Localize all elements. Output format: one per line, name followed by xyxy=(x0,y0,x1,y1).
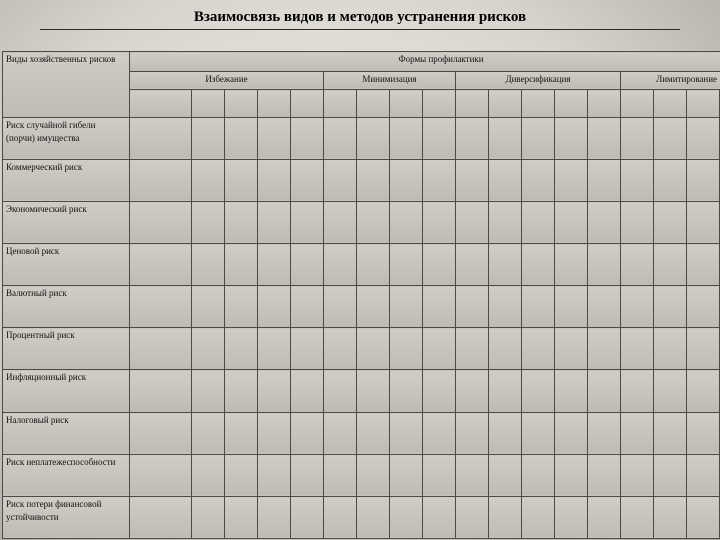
empty-cell xyxy=(489,286,522,328)
empty-cell xyxy=(654,370,687,412)
empty-cell xyxy=(225,117,258,159)
empty-cell xyxy=(456,201,489,243)
empty-cell xyxy=(324,159,357,201)
empty-cell xyxy=(324,496,357,538)
empty-cell xyxy=(192,244,225,286)
risk-label: Процентный риск xyxy=(3,328,130,370)
empty-cell xyxy=(258,201,291,243)
empty-cell xyxy=(456,286,489,328)
risk-type-header: Виды хозяйственных рисков xyxy=(3,52,130,118)
empty-cell xyxy=(654,412,687,454)
empty-cell xyxy=(621,496,654,538)
empty-cell xyxy=(357,370,390,412)
risk-label: Ценовой риск xyxy=(3,244,130,286)
empty-cell xyxy=(225,286,258,328)
empty-cell xyxy=(621,370,654,412)
empty-cell xyxy=(654,159,687,201)
empty-cell xyxy=(130,244,192,286)
empty-cell xyxy=(687,244,720,286)
empty-cell xyxy=(291,90,324,118)
empty-cell xyxy=(291,159,324,201)
empty-cell xyxy=(687,286,720,328)
empty-cell xyxy=(621,90,654,118)
table-row xyxy=(3,286,720,328)
table-row xyxy=(3,328,720,370)
empty-cell xyxy=(489,370,522,412)
table-row xyxy=(3,496,720,538)
empty-cell xyxy=(192,159,225,201)
empty-cell xyxy=(588,370,621,412)
empty-cell xyxy=(357,412,390,454)
empty-cell xyxy=(654,201,687,243)
empty-cell xyxy=(324,328,357,370)
empty-cell xyxy=(357,201,390,243)
empty-cell xyxy=(192,496,225,538)
empty-cell xyxy=(555,159,588,201)
table-row xyxy=(3,412,720,454)
empty-cell xyxy=(357,244,390,286)
empty-cell xyxy=(192,201,225,243)
empty-cell xyxy=(357,117,390,159)
prevention-forms-header: Формы профилактики xyxy=(130,52,720,72)
empty-cell xyxy=(654,286,687,328)
table-row xyxy=(3,201,720,243)
table-row xyxy=(3,159,720,201)
empty-cell xyxy=(555,117,588,159)
empty-cell xyxy=(192,286,225,328)
risk-label: Риск случайной гибели (порчи) имущества xyxy=(3,117,130,159)
empty-cell xyxy=(588,159,621,201)
empty-cell xyxy=(489,244,522,286)
empty-cell xyxy=(456,454,489,496)
empty-cell xyxy=(225,244,258,286)
empty-cell xyxy=(522,244,555,286)
empty-cell xyxy=(423,117,456,159)
empty-cell xyxy=(621,159,654,201)
empty-cell xyxy=(357,454,390,496)
empty-cell xyxy=(390,117,423,159)
empty-cell xyxy=(390,370,423,412)
empty-cell xyxy=(687,412,720,454)
empty-cell xyxy=(555,370,588,412)
empty-cell xyxy=(654,454,687,496)
empty-cell xyxy=(423,454,456,496)
method-header-avoidance: Избежание xyxy=(130,71,324,89)
empty-cell xyxy=(291,370,324,412)
empty-cell xyxy=(423,90,456,118)
table-row xyxy=(3,454,720,496)
empty-cell xyxy=(258,286,291,328)
empty-cell xyxy=(489,201,522,243)
empty-cell xyxy=(522,328,555,370)
empty-cell xyxy=(291,496,324,538)
risk-label: Инфляционный риск xyxy=(3,370,130,412)
empty-cell xyxy=(324,201,357,243)
empty-cell xyxy=(225,201,258,243)
empty-cell xyxy=(192,370,225,412)
empty-cell xyxy=(456,370,489,412)
empty-cell xyxy=(654,244,687,286)
empty-cell xyxy=(522,412,555,454)
empty-cell xyxy=(423,328,456,370)
empty-cell xyxy=(489,117,522,159)
empty-cell xyxy=(456,159,489,201)
empty-cell xyxy=(258,117,291,159)
empty-cell xyxy=(192,90,225,118)
empty-cell xyxy=(423,286,456,328)
empty-cell xyxy=(588,496,621,538)
empty-cell xyxy=(390,412,423,454)
empty-cell xyxy=(225,328,258,370)
empty-cell xyxy=(390,201,423,243)
empty-cell xyxy=(324,90,357,118)
empty-cell xyxy=(489,159,522,201)
empty-cell xyxy=(258,412,291,454)
empty-cell xyxy=(687,117,720,159)
empty-cell xyxy=(423,412,456,454)
empty-cell xyxy=(522,496,555,538)
title-divider xyxy=(40,29,680,30)
empty-cell xyxy=(291,286,324,328)
empty-cell xyxy=(522,454,555,496)
empty-cell xyxy=(555,496,588,538)
empty-cell xyxy=(291,244,324,286)
table-row xyxy=(3,244,720,286)
empty-cell xyxy=(522,90,555,118)
empty-cell xyxy=(192,328,225,370)
empty-cell xyxy=(654,496,687,538)
empty-cell xyxy=(522,201,555,243)
empty-cell xyxy=(621,286,654,328)
method-header-limitation: Лимитирование xyxy=(621,71,720,89)
empty-cell xyxy=(489,328,522,370)
empty-cell xyxy=(225,496,258,538)
empty-cell xyxy=(423,370,456,412)
empty-cell xyxy=(654,90,687,118)
empty-cell xyxy=(588,244,621,286)
empty-cell xyxy=(324,370,357,412)
empty-cell xyxy=(130,201,192,243)
empty-cell xyxy=(456,117,489,159)
empty-cell xyxy=(588,201,621,243)
empty-cell xyxy=(621,244,654,286)
empty-cell xyxy=(522,370,555,412)
empty-cell xyxy=(489,496,522,538)
empty-cell xyxy=(555,90,588,118)
empty-cell xyxy=(555,454,588,496)
empty-cell xyxy=(324,412,357,454)
empty-cell xyxy=(357,496,390,538)
empty-cell xyxy=(291,412,324,454)
empty-cell xyxy=(390,496,423,538)
empty-cell xyxy=(357,90,390,118)
empty-cell xyxy=(390,244,423,286)
empty-cell xyxy=(588,454,621,496)
empty-cell xyxy=(390,90,423,118)
empty-cell xyxy=(423,496,456,538)
empty-cell xyxy=(225,90,258,118)
empty-cell xyxy=(291,117,324,159)
slide-title: Взаимосвязь видов и методов устранения рисков xyxy=(193,9,527,25)
empty-cell xyxy=(130,117,192,159)
risk-label: Риск потери финансовой устойчивости xyxy=(3,496,130,538)
risk-label: Налоговый риск xyxy=(3,412,130,454)
empty-cell xyxy=(130,286,192,328)
empty-cell xyxy=(225,454,258,496)
empty-cell xyxy=(390,286,423,328)
empty-cell xyxy=(423,159,456,201)
empty-cell xyxy=(687,496,720,538)
empty-cell xyxy=(324,454,357,496)
empty-cell xyxy=(654,328,687,370)
empty-cell xyxy=(130,370,192,412)
empty-cell xyxy=(522,286,555,328)
empty-cell xyxy=(258,90,291,118)
empty-cell xyxy=(390,328,423,370)
empty-cell xyxy=(456,244,489,286)
empty-cell xyxy=(192,117,225,159)
empty-cell xyxy=(621,454,654,496)
empty-cell xyxy=(225,412,258,454)
empty-cell xyxy=(621,201,654,243)
empty-cell xyxy=(192,454,225,496)
empty-cell xyxy=(522,117,555,159)
empty-cell xyxy=(456,90,489,118)
empty-cell xyxy=(555,244,588,286)
empty-cell xyxy=(687,201,720,243)
risk-methods-table xyxy=(2,51,720,539)
empty-cell xyxy=(555,412,588,454)
empty-cell xyxy=(423,201,456,243)
empty-cell xyxy=(324,286,357,328)
empty-cell xyxy=(130,496,192,538)
empty-cell xyxy=(555,286,588,328)
empty-cell xyxy=(258,328,291,370)
empty-cell xyxy=(258,370,291,412)
empty-cell xyxy=(192,412,225,454)
empty-cell xyxy=(489,454,522,496)
empty-cell xyxy=(324,117,357,159)
empty-cell xyxy=(621,328,654,370)
empty-cell xyxy=(456,496,489,538)
empty-cell xyxy=(357,286,390,328)
empty-cell xyxy=(357,159,390,201)
empty-cell xyxy=(687,454,720,496)
empty-cell xyxy=(588,412,621,454)
empty-cell xyxy=(258,159,291,201)
empty-cell xyxy=(654,117,687,159)
empty-cell xyxy=(687,328,720,370)
risk-label: Валютный риск xyxy=(3,286,130,328)
empty-cell xyxy=(687,90,720,118)
empty-cell xyxy=(130,159,192,201)
empty-cell xyxy=(357,328,390,370)
empty-cell xyxy=(522,159,555,201)
empty-cell xyxy=(687,159,720,201)
empty-cell xyxy=(621,117,654,159)
table-row xyxy=(3,117,720,159)
empty-cell xyxy=(225,159,258,201)
empty-cell xyxy=(324,244,357,286)
empty-cell xyxy=(687,370,720,412)
empty-cell xyxy=(258,496,291,538)
risk-label: Экономический риск xyxy=(3,201,130,243)
empty-cell xyxy=(588,90,621,118)
empty-cell xyxy=(489,90,522,118)
empty-cell xyxy=(130,412,192,454)
empty-cell xyxy=(588,117,621,159)
empty-cell xyxy=(489,412,522,454)
header-row xyxy=(3,52,720,72)
empty-cell xyxy=(258,244,291,286)
empty-cell xyxy=(291,201,324,243)
empty-cell xyxy=(555,201,588,243)
method-header-minimization: Минимизация xyxy=(324,71,456,89)
empty-cell xyxy=(225,370,258,412)
table-row xyxy=(3,370,720,412)
empty-cell xyxy=(130,90,192,118)
risk-label: Риск неплатежеспособности xyxy=(3,454,130,496)
empty-cell xyxy=(130,454,192,496)
empty-cell xyxy=(621,412,654,454)
empty-cell xyxy=(423,244,456,286)
empty-cell xyxy=(456,412,489,454)
empty-cell xyxy=(291,454,324,496)
empty-cell xyxy=(258,454,291,496)
method-header-diversification: Диверсификация xyxy=(456,71,621,89)
risk-label: Коммерческий риск xyxy=(3,159,130,201)
empty-cell xyxy=(291,328,324,370)
empty-cell xyxy=(390,454,423,496)
empty-cell xyxy=(588,286,621,328)
empty-cell xyxy=(555,328,588,370)
empty-cell xyxy=(588,328,621,370)
empty-cell xyxy=(390,159,423,201)
empty-cell xyxy=(456,328,489,370)
empty-cell xyxy=(130,328,192,370)
